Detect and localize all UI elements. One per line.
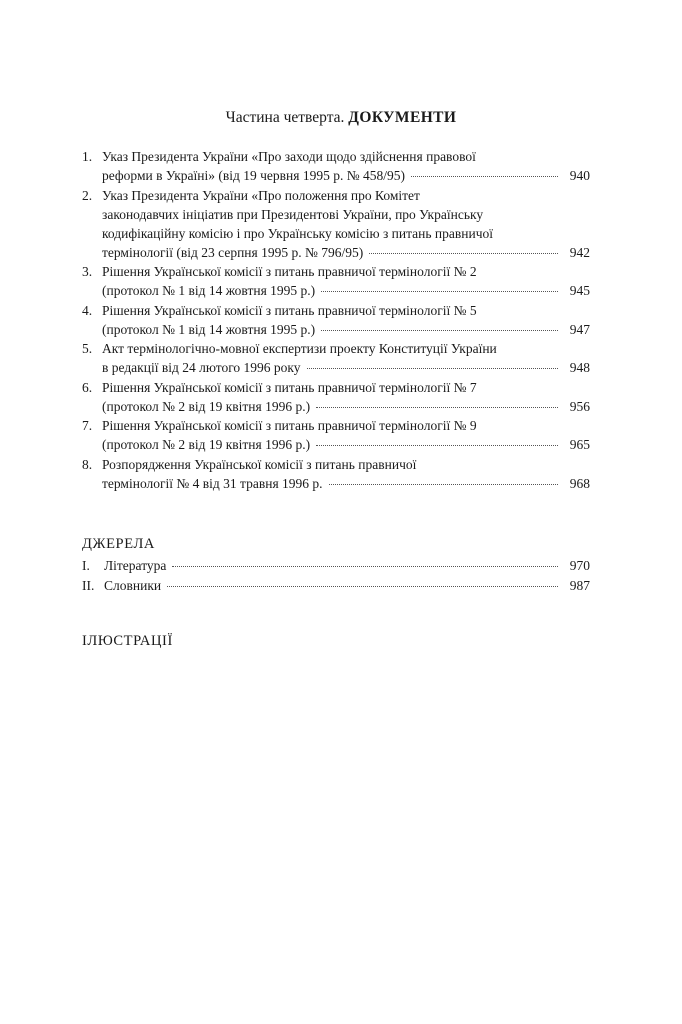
- toc-entry-1[interactable]: [82, 147, 590, 185]
- entry-title-line: (протокол № 1 від 14 жовтня 1995 р.): [102, 283, 316, 298]
- page-number: 945: [569, 283, 590, 298]
- part-heading: [0, 108, 682, 128]
- entry-number: 8.: [82, 456, 93, 472]
- dot-leader: [172, 566, 558, 567]
- entry-title-line: (протокол № 2 від 19 квітня 1996 р.): [102, 398, 311, 414]
- dot-leader: [316, 407, 558, 408]
- entry-title-line: термінології (від 23 серпня 1995 р. № 796/95): [102, 244, 364, 260]
- sources-heading[interactable]: ДЖЕРЕЛА: [82, 536, 155, 552]
- entry-title-line: Указ Президента України «Про заходи щодо здійснення правової: [102, 149, 476, 164]
- dot-leader: [321, 330, 558, 331]
- page-number: 987: [569, 577, 590, 593]
- entry-title-line: кодифікаційну комісію і про Українську комісію з питань правничої: [102, 225, 494, 241]
- part-title: ДОКУМЕНТИ: [348, 109, 457, 126]
- entry-title-line: Література: [104, 558, 167, 573]
- toc-entry-5[interactable]: [82, 339, 590, 377]
- entry-title-line: в редакції від 24 лютого 1996 року: [102, 360, 301, 375]
- dot-leader: [411, 176, 558, 177]
- entry-title-line: Розпорядження Української комісії з питань правничої: [102, 456, 417, 472]
- entry-title-line: Рішення Української комісії з питань правничої термінології № 5: [102, 302, 477, 318]
- entry-title-line: Указ Президента України «Про положення про Комітет: [102, 187, 420, 203]
- page-number: 968: [569, 475, 590, 491]
- dot-leader: [167, 586, 558, 587]
- page-number: 956: [569, 398, 590, 414]
- page-number: 965: [569, 437, 590, 452]
- dot-leader: [321, 291, 558, 292]
- entry-title-line: Словники: [104, 577, 162, 593]
- entry-title-line: (протокол № 2 від 19 квітня 1996 р.): [102, 437, 311, 452]
- entry-number: 6.: [82, 379, 93, 395]
- toc-entry-3[interactable]: [82, 262, 590, 300]
- dot-leader: [316, 445, 558, 446]
- entry-number: 3.: [82, 264, 93, 279]
- entry-title-line: Рішення Української комісії з питань правничої термінології № 9: [102, 418, 477, 433]
- entry-number: II.: [82, 577, 95, 593]
- entry-title-line: (протокол № 1 від 14 жовтня 1995 р.): [102, 321, 316, 337]
- illustrations-heading[interactable]: ІЛЮСТРАЦІЇ: [82, 633, 173, 649]
- entry-number: 4.: [82, 302, 93, 318]
- toc-entry-6[interactable]: [82, 378, 590, 416]
- entry-title-line: законодавчих ініціатив при Президентові України, про Українську: [102, 206, 484, 222]
- entry-number: 5.: [82, 341, 93, 356]
- entry-title-line: реформи в Україні» (від 19 червня 1995 р. № 458/95): [102, 168, 405, 183]
- toc-entry-8[interactable]: [82, 455, 590, 493]
- page-number: 942: [569, 244, 590, 260]
- entry-title-line: Акт термінологічно-мовної експертизи проекту Конституції України: [102, 341, 497, 356]
- toc-entry-7[interactable]: [82, 416, 590, 454]
- entry-number: I.: [82, 558, 90, 573]
- dot-leader: [369, 253, 558, 254]
- page-number: 947: [569, 321, 590, 337]
- page-number: 940: [569, 168, 590, 183]
- entry-title-line: Рішення Української комісії з питань правничої термінології № 2: [102, 264, 477, 279]
- sources-list: [82, 556, 590, 595]
- toc-entry-4[interactable]: [82, 301, 590, 339]
- toc-entry-dictionaries[interactable]: [82, 576, 590, 595]
- entry-title-line: термінології № 4 від 31 травня 1996 р.: [102, 475, 323, 491]
- page-number: 948: [569, 360, 590, 375]
- part-prefix: Частина четверта.: [225, 109, 345, 126]
- entry-title-line: Рішення Української комісії з питань правничої термінології № 7: [102, 379, 477, 395]
- documents-list: [82, 147, 590, 493]
- toc-entry-2[interactable]: [82, 186, 590, 262]
- entry-number: 1.: [82, 149, 93, 164]
- dot-leader: [329, 484, 558, 485]
- toc-entry-literature[interactable]: [82, 556, 590, 575]
- entry-number: 7.: [82, 418, 93, 433]
- entry-number: 2.: [82, 187, 93, 203]
- dot-leader: [307, 368, 558, 369]
- page-number: 970: [569, 558, 590, 573]
